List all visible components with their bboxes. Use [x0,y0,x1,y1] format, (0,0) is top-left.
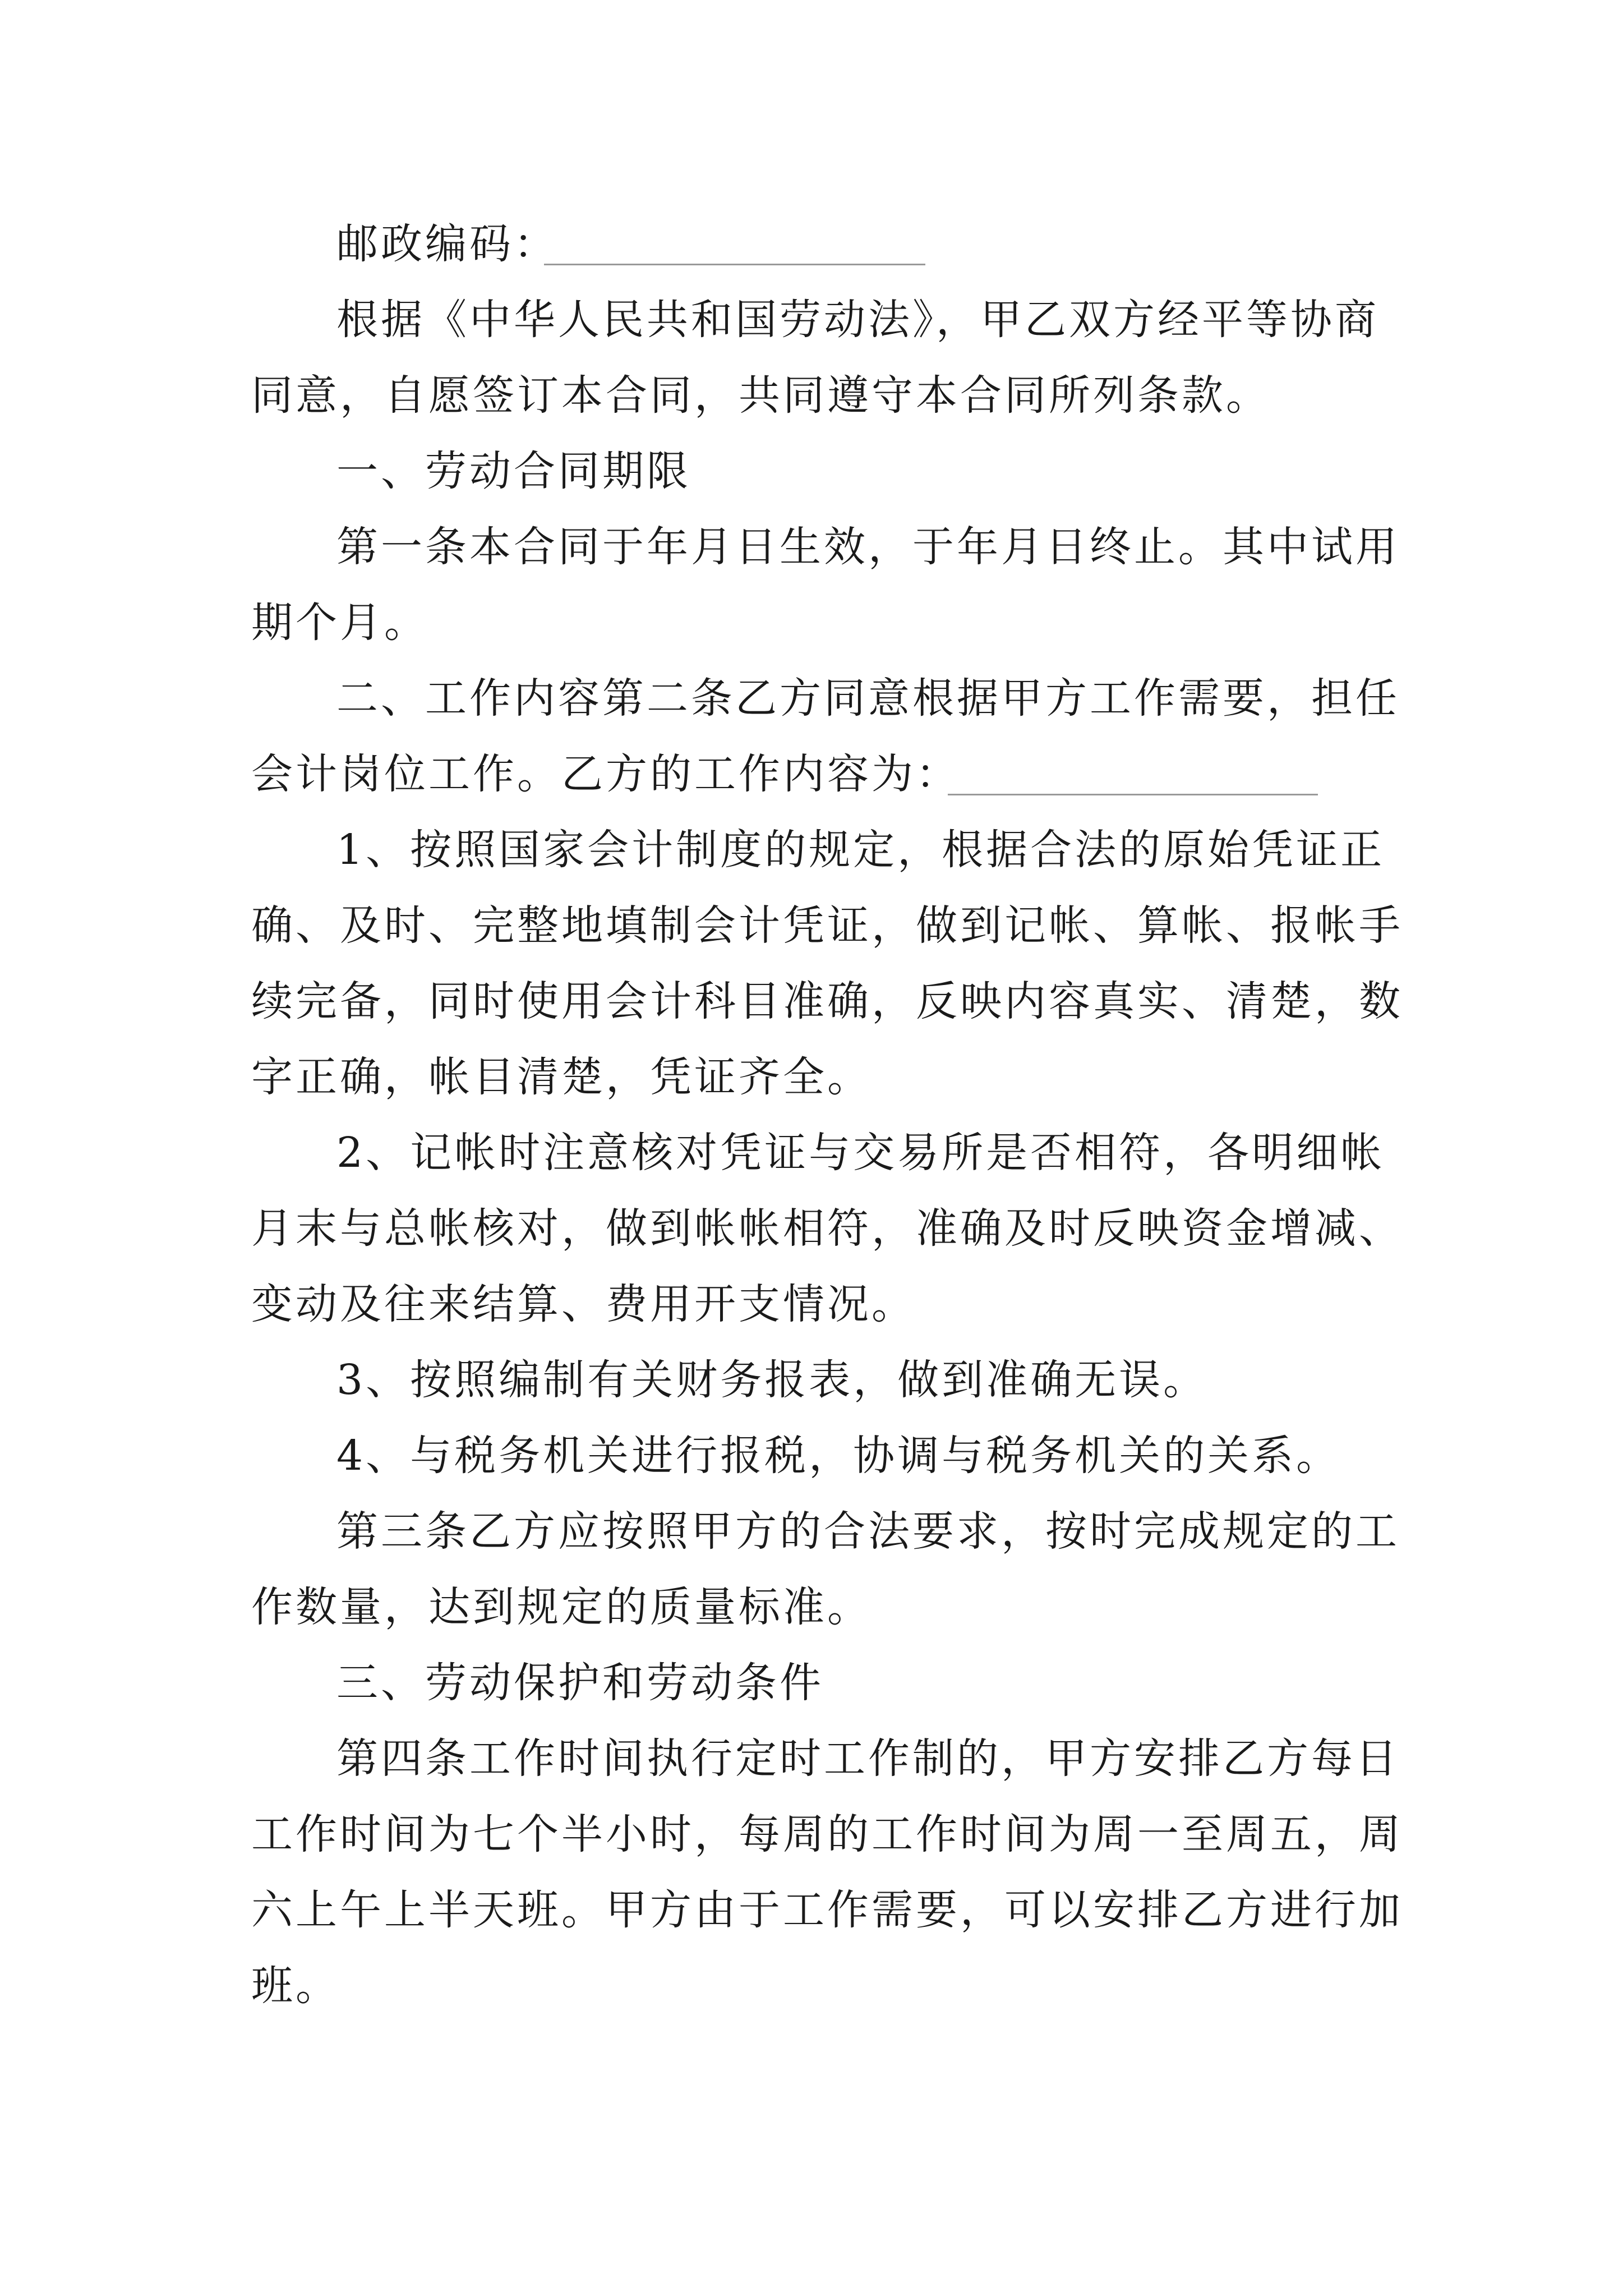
article-1-line-2: 期个月。 [251,599,428,647]
article-4-line-2: 工作时间为七个半小时，每周的工作时间为周一至周五，周 [251,1810,1403,1858]
article-4-line-4: 班。 [251,1962,340,2010]
duty-1-line-1: 1、按照国家会计制度的规定，根据合法的原始凭证正 [336,826,1385,874]
section-heading-contract-term: 一、劳动合同期限 [336,447,691,495]
duty-3-line: 3、按照编制有关财务报表，做到准确无误。 [336,1356,1208,1404]
section-heading-job-content: 二、工作内容第二条乙方同意根据甲方工作需要，担任 [336,674,1400,723]
article-4-line-1: 第四条工作时间执行定时工作制的，甲方安排乙方每日 [336,1734,1400,1783]
job-content-label: 会计岗位工作。乙方的工作内容为： [251,750,960,798]
article-1-line-1: 第一条本合同于年月日生效，于年月日终止。其中试用 [336,523,1400,571]
postal-code-blank [544,264,925,265]
article-3-line-2: 作数量，达到规定的质量标准。 [251,1583,872,1631]
article-4-line-3: 六上午上半天班。甲方由于工作需要，可以安排乙方进行加 [251,1886,1403,1934]
duty-1-line-2: 确、及时、完整地填制会计凭证，做到记帐、算帐、报帐手 [251,901,1403,950]
duty-4-line: 4、与税务机关进行报税，协调与税务机关的关系。 [336,1432,1341,1480]
postal-code-label: 邮政编码： [336,220,558,268]
duty-2-line-2: 月末与总帐核对，做到帐帐相符，准确及时反映资金增减、 [251,1204,1403,1253]
section-heading-labor-protection: 三、劳动保护和劳动条件 [336,1659,824,1707]
duty-1-line-4: 字正确，帐目清楚，凭证齐全。 [251,1053,872,1101]
body-line-1: 根据《中华人民共和国劳动法》，甲乙双方经平等协商 [336,296,1379,344]
article-3-line-1: 第三条乙方应按照甲方的合法要求，按时完成规定的工 [336,1507,1400,1556]
duty-2-line-3: 变动及往来结算、费用开支情况。 [251,1280,916,1328]
duty-1-line-3: 续完备，同时使用会计科目准确，反映内容真实、清楚，数 [251,977,1403,1025]
body-line-2: 同意，自愿签订本合同，共同遵守本合同所列条款。 [251,371,1270,420]
duty-2-line-1: 2、记帐时注意核对凭证与交易所是否相符，各明细帐 [336,1129,1385,1177]
job-content-blank [948,794,1318,795]
